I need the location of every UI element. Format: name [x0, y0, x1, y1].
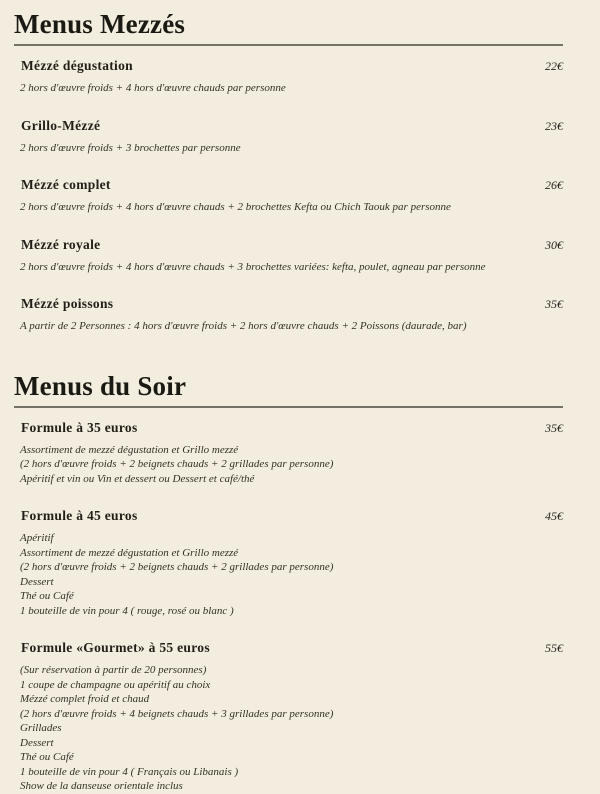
menu-item: [14, 420, 563, 487]
menu-item-name: Mézzé royale: [21, 236, 101, 252]
menu-item: [14, 177, 563, 215]
menu-item-description-line: 2 hors d'œuvre froids + 4 hors d'œuvre chauds + 3 brochettes variées: kefta, poulet, agneau par personne: [20, 260, 486, 273]
menu-item-name: Formule «Gourmet» à 55 euros: [21, 640, 210, 656]
menu-item-price: 55€: [545, 641, 563, 656]
menu-item-name: Formule à 45 euros: [21, 508, 138, 524]
menu-item-lines: [20, 531, 563, 618]
menu-item-description-line: Dessert: [20, 736, 54, 749]
menu-item-name: Mézzé complet: [21, 177, 111, 193]
menu-item: [14, 58, 563, 96]
menu-item-description-line: Mézzé complet froid et chaud: [20, 693, 150, 706]
menu-item-lines: [20, 663, 563, 794]
menu-item-description-line: Show de la danseuse orientale inclus: [20, 780, 183, 793]
menu-item-lines: [20, 260, 563, 275]
menu-item-description-line: Assortiment de mezzé dégustation et Grillo mezzé: [20, 546, 239, 559]
menu-item-description-line: Grillades: [20, 722, 62, 735]
menu-item-description-line: A partir de 2 Personnes : 4 hors d'œuvre froids + 2 hors d'œuvre chauds + 2 Poissons (daurade, bar): [20, 320, 467, 333]
menu-item-lines: [20, 443, 563, 487]
menu-item-header: [21, 237, 563, 253]
menu-item: [14, 237, 563, 275]
menu-item-lines: [20, 141, 563, 156]
menu-item-price: 35€: [545, 297, 563, 312]
menu-item-description-line: (2 hors d'œuvre froids + 2 beignets chauds + 2 grillades par personne): [20, 458, 334, 471]
menu-item-price: 23€: [545, 118, 563, 133]
menu-item-description-line: 1 bouteille de vin pour 4 ( rouge, rosé ou blanc ): [20, 604, 234, 617]
menu-item-header: [21, 177, 563, 193]
menu-item-header: [21, 420, 563, 436]
menu-item-description-line: Apéritif et vin ou Vin et dessert ou Dessert et café/thé: [20, 472, 255, 485]
menu-item-name: Formule à 35 euros: [21, 419, 138, 435]
menu-item-description-line: Thé ou Café: [20, 590, 74, 603]
menu-item-name: Mézzé poissons: [21, 296, 114, 312]
menu-item-description-line: 1 coupe de champagne ou apéritif au choix: [20, 678, 211, 691]
menu-item-price: 22€: [545, 59, 563, 74]
menu-item-header: [21, 296, 563, 312]
menu-item-lines: [20, 81, 563, 96]
menu-item-description-line: 2 hors d'œuvre froids + 3 brochettes par personne: [20, 141, 241, 154]
section-title: Menus Mezzés: [14, 9, 186, 39]
menu-item-price: 26€: [545, 178, 563, 193]
menu-item: [14, 118, 563, 156]
menu-item-description-line: 1 bouteille de vin pour 4 ( Français ou Libanais ): [20, 765, 239, 778]
section-items: [14, 420, 563, 794]
menu-item-header: [21, 58, 563, 74]
menu-item-description-line: Thé ou Café: [20, 751, 74, 764]
menu-item-price: 30€: [545, 237, 563, 252]
menu-item-header: [21, 508, 563, 524]
menu-item: [14, 640, 563, 794]
menu-item-description-line: Dessert: [20, 575, 54, 588]
menu-item-description-line: 2 hors d'œuvre froids + 4 hors d'œuvre chauds + 2 brochettes Kefta ou Chich Taouk par personne: [20, 201, 451, 214]
menu-item: [14, 508, 563, 618]
menu-item-lines: [20, 319, 563, 334]
menu-item-description-line: 2 hors d'œuvre froids + 4 hors d'œuvre chauds par personne: [20, 82, 286, 95]
menu-item-description-line: (2 hors d'œuvre froids + 2 beignets chauds + 2 grillades par personne): [20, 561, 334, 574]
menu-item-header: [21, 640, 563, 656]
menu-item: [14, 296, 563, 334]
menu-section: [14, 9, 563, 334]
menu-item-name: Grillo-Mézzé: [21, 117, 101, 133]
menu-item-name: Mézzé dégustation: [21, 58, 133, 74]
section-items: [14, 58, 563, 334]
menu-section: [14, 371, 563, 794]
menu-item-description-line: (Sur réservation à partir de 20 personnes): [20, 664, 207, 677]
menu-item-description-line: Assortiment de mezzé dégustation et Grillo mezzé: [20, 443, 239, 456]
menu-item-description-line: (2 hors d'œuvre froids + 4 beignets chauds + 3 grillades par personne): [20, 707, 334, 720]
section-divider: [14, 406, 563, 408]
menu-item-header: [21, 118, 563, 134]
menu-item-price: 45€: [545, 509, 563, 524]
menu-item-price: 35€: [545, 420, 563, 435]
menu-item-description-line: Apéritif: [20, 532, 54, 545]
section-divider: [14, 44, 563, 46]
section-title: Menus du Soir: [14, 370, 187, 401]
menu-item-lines: [20, 200, 563, 215]
